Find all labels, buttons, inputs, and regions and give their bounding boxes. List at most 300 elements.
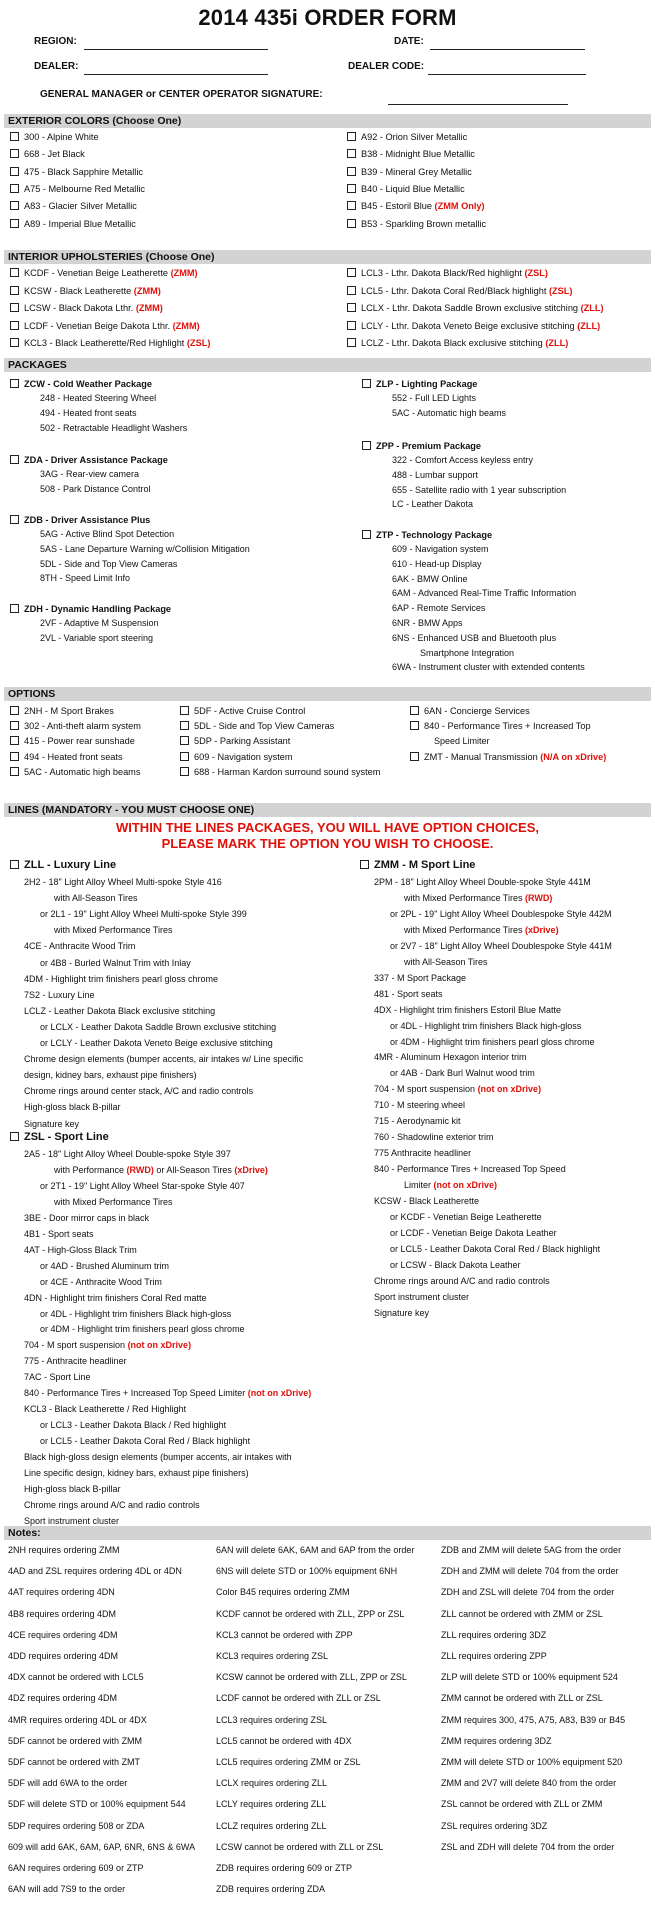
item-text: Limiter [404,1180,434,1191]
exterior-color-item[interactable] [347,131,467,143]
dealer-field[interactable] [84,74,268,75]
luxury-line-item [24,876,222,888]
note-item: LCL5 requires ordering ZMM or ZSL [216,1757,361,1767]
checkbox[interactable] [347,286,356,295]
note-item: ZDH and ZSL will delete 704 from the order [441,1587,615,1598]
m-sport-line-item [374,1131,494,1143]
checkbox[interactable] [10,515,19,524]
m-sport-line-item [374,988,443,1000]
option-label: 300 - Alpine White [24,132,99,142]
m-sport-line-item [374,1115,461,1127]
checkbox[interactable] [10,604,19,613]
exterior-color-item[interactable] [10,183,145,195]
package-item: 502 - Retractable Headlight Washers [40,422,188,433]
option-item[interactable] [10,735,135,747]
note-item: KCL3 cannot be ordered with ZPP [216,1629,353,1640]
checkbox[interactable] [10,1132,19,1141]
luxury-line-item [24,1085,253,1097]
note-item: 5DF will delete STD or 100% equipment 544 [8,1799,186,1810]
note-item: ZLL requires ordering ZPP [441,1651,547,1661]
package-item: 6AK - BMW Online [392,573,468,584]
option-label: 5DF - Active Cruise Control [194,706,306,716]
dealer-code-label: DEALER CODE: [348,61,425,72]
package-item: 610 - Head-up Display [392,558,482,569]
option-label: 2NH - M Sport Brakes [24,706,114,716]
checkbox[interactable] [347,184,356,193]
option-label: B45 - Estoril Blue [361,201,435,212]
item-text: High-gloss black B-pillar [24,1483,121,1494]
option-label: 5DL - Side and Top View Cameras [194,721,335,732]
note-item: ZDB and ZMM will delete 5AG from the order [441,1545,622,1555]
option-item[interactable] [180,705,305,717]
note-item: 4AD and ZSL requires ordering 4DL or 4DN [8,1566,182,1577]
option-item[interactable] [180,766,380,778]
exterior-color-item[interactable] [347,183,465,195]
sport-line-item [40,1308,231,1320]
lines-notice-2: PLEASE MARK THE OPTION YOU WISH TO CHOOSE. [161,836,494,851]
note-item: 6NS will delete STD or 100% equipment 6NH [216,1566,398,1577]
note-item: KCDF cannot be ordered with ZLL, ZPP or ZSL [216,1608,405,1619]
checkbox[interactable] [10,752,19,761]
item-text: 840 - Performance Tires + Increased Top Speed [374,1164,566,1175]
checkbox[interactable] [180,752,189,761]
luxury-line-item [24,1118,79,1130]
option-label: 475 - Black Sapphire Metallic [24,166,143,177]
package-item: 6AM - Advanced Real-Time Traffic Information [392,588,577,599]
note-item: ZSL requires ordering 3DZ [441,1820,548,1831]
option-restriction: (ZMM) [172,320,200,331]
interior-item[interactable] [347,267,548,279]
interior-item[interactable] [10,285,161,297]
item-text: 840 - Performance Tires + Increased Top Speed Limiter [24,1388,248,1399]
exterior-colors-header: EXTERIOR COLORS (Choose One) [4,114,651,128]
package-item: 494 - Heated front seats [40,407,137,418]
interior-item[interactable] [10,337,210,349]
luxury-line-item [54,924,173,936]
note-item: LCL3 requires ordering ZSL [216,1714,328,1725]
sport-line-item [24,1451,292,1463]
item-text: or 4CE - Anthracite Wood Trim [40,1276,162,1287]
option-label: 5AC - Automatic high beams [24,766,141,777]
item-text: with Performance [54,1164,127,1175]
interior-item[interactable] [10,302,163,314]
sport-line-item [24,1403,186,1415]
sport-line-item [24,1339,191,1351]
checkbox[interactable] [410,706,419,715]
item-text: 775 Anthracite headliner [374,1148,472,1159]
m-sport-line-item [390,908,611,920]
note-item: 5DF cannot be ordered with ZMM [8,1735,143,1746]
note-item: 6AN requires ordering 609 or ZTP [8,1863,144,1873]
note-item: ZDH and ZMM will delete 704 from the order [441,1566,619,1577]
option-item[interactable] [10,766,140,778]
m-sport-line-item [390,1243,600,1255]
checkbox[interactable] [410,721,419,730]
exterior-color-item[interactable] [10,218,136,230]
note-item: ZMM and 2V7 will delete 840 from the order [441,1778,617,1789]
sport-line-item [24,1292,207,1304]
option-item[interactable] [180,735,290,747]
note-item: 5DF cannot be ordered with ZMT [8,1757,141,1767]
sport-line-item [40,1435,250,1447]
package-item: LC - Leather Dakota [392,499,474,510]
item-text: 775 - Anthracite headliner [24,1356,127,1367]
note-item: 609 will add 6AK, 6AM, 6AP, 6NR, 6NS & 6WA [8,1841,196,1852]
luxury-line-item [40,1037,273,1049]
option-restriction: (ZMM Only) [434,201,485,212]
interior-item[interactable] [347,285,572,297]
checkbox[interactable] [180,721,189,730]
region-field[interactable] [84,49,268,50]
checkbox[interactable] [10,167,19,176]
option-restriction: (ZSL) [548,285,573,296]
package-checkbox[interactable] [10,454,168,466]
item-restriction: (RWD) [126,1164,154,1175]
option-label: LCLX - Lthr. Dakota Saddle Brown exclusive stitching [361,303,581,313]
luxury-line-item [24,1101,121,1113]
checkbox[interactable] [347,303,356,312]
checkbox[interactable] [10,338,19,347]
note-item: LCLY requires ordering ZLL [216,1799,327,1810]
m-sport-line-item [374,1051,527,1063]
note-item: LCDF cannot be ordered with ZLL or ZSL [216,1693,381,1704]
checkbox[interactable] [10,219,19,228]
checkbox[interactable] [347,219,356,228]
item-text: or All-Season Tires [153,1164,235,1175]
exterior-color-item[interactable] [10,148,85,160]
note-item: 2NH requires ordering ZMM [8,1545,120,1555]
checkbox[interactable] [10,455,19,464]
option-item[interactable] [410,705,530,717]
item-text: 4DX - Highlight trim finishers Estoril Blue Matte [374,1004,562,1015]
package-checkbox[interactable] [362,440,481,452]
note-item: 6AN will add 7S9 to the order [8,1884,126,1895]
item-text: Chrome rings around center stack, A/C and radio controls [24,1086,254,1097]
package-item: 5AS - Lane Departure Warning w/Collision Mitigation [40,543,250,554]
packages-header: PACKAGES [4,358,651,372]
option-label: ZMM - M Sport Line [374,859,476,871]
checkbox[interactable] [347,321,356,330]
luxury-line-item [54,892,138,904]
package-checkbox[interactable] [10,603,171,615]
item-restriction: (not on xDrive) [127,1340,192,1351]
checkbox[interactable] [10,303,19,312]
checkbox[interactable] [10,132,19,141]
item-text: Chrome design elements (bumper accents, air intakes w/ Line specific [24,1054,304,1065]
checkbox[interactable] [10,721,19,730]
note-item: 4DZ requires ordering 4DM [8,1693,118,1704]
package-item: 655 - Satellite radio with 1 year subscription [392,484,567,495]
options-header: OPTIONS [4,687,651,701]
package-checkbox[interactable] [362,378,477,390]
item-text: 481 - Sport seats [374,988,443,999]
option-label: B40 - Liquid Blue Metallic [361,183,465,194]
note-item: 4DD requires ordering 4DM [8,1651,119,1661]
item-text: with All-Season Tires [54,893,138,904]
item-text: with Mixed Performance Tires [54,925,173,936]
checkbox[interactable] [347,132,356,141]
package-item: 6NR - BMW Apps [392,618,463,628]
item-text: or 4DL - Highlight trim finishers Black high-gloss [390,1020,582,1031]
option-label: 5DP - Parking Assistant [194,736,291,747]
option-restriction: (ZMM) [135,303,163,313]
note-item: Color B45 requires ordering ZMM [216,1587,350,1598]
item-text: Signature key [374,1307,430,1318]
item-text: or 2V7 - 18" Light Alloy Wheel Doublespoke Style 441M [390,940,612,951]
note-item: 4CE requires ordering 4DM [8,1629,118,1640]
interior-item[interactable] [347,337,568,349]
m-sport-line-item [390,1259,521,1271]
note-item: 4AT requires ordering 4DN [8,1587,115,1598]
package-item: 2VF - Adaptive M Suspension [40,618,159,628]
date-label: DATE: [394,36,424,47]
signature-field[interactable] [388,104,568,105]
option-label: KCDF - Venetian Beige Leatherette [24,268,171,278]
interior-item[interactable] [347,302,604,314]
lines-header: LINES (MANDATORY - YOU MUST CHOOSE ONE) [4,803,651,817]
item-text: with All-Season Tires [404,956,488,967]
package-item: 6WA - Instrument cluster with extended contents [392,662,585,673]
region-label: REGION: [34,36,77,47]
m-sport-line-item [390,1036,595,1048]
checkbox[interactable] [347,167,356,176]
option-label: LCDF - Venetian Beige Dakota Lthr. [24,320,173,331]
luxury-line[interactable] [10,859,116,871]
luxury-line-item [40,1021,276,1033]
checkbox[interactable] [360,860,369,869]
m-sport-line-item [374,876,591,888]
luxury-line-item [24,973,218,985]
m-sport-line-item [374,1163,566,1175]
option-item[interactable] [180,751,293,763]
m-sport-line-item [390,940,612,952]
package-item: 609 - Navigation system [392,544,489,554]
note-item: ZDB requires ordering ZDA [216,1884,326,1895]
note-item: ZMM cannot be ordered with ZLL or ZSL [441,1693,603,1704]
luxury-line-item [24,1053,303,1065]
option-item[interactable] [410,720,591,732]
checkbox[interactable] [180,767,189,776]
checkbox[interactable] [10,184,19,193]
option-label: ZMT - Manual Transmission [424,751,541,762]
package-checkbox[interactable] [10,378,152,390]
interior-item[interactable] [347,320,600,332]
sport-line-item [24,1228,94,1240]
item-text: or LCSW - Black Dakota Leather [390,1259,521,1270]
option-item[interactable] [10,705,114,717]
item-text: KCSW - Black Leatherette [374,1196,480,1206]
item-text: 4AT - High-Gloss Black Trim [24,1244,137,1255]
note-item: KCL3 requires ordering ZSL [216,1651,329,1661]
exterior-color-item[interactable] [347,166,472,178]
item-restriction: (not on xDrive) [477,1084,542,1095]
option-label: 688 - Harman Kardon surround sound system [194,766,381,777]
note-item: ZDB requires ordering 609 or ZTP [216,1863,353,1873]
checkbox[interactable] [362,379,371,388]
date-field[interactable] [430,49,585,50]
package-item: Smartphone Integration [420,647,515,658]
option-label: 494 - Heated front seats [24,751,123,762]
option-label: ZDB - Driver Assistance Plus [24,515,151,525]
note-item: LCSW cannot be ordered with ZLL or ZSL [216,1841,384,1852]
note-item: LCLZ requires ordering ZLL [216,1820,327,1831]
package-item: 8TH - Speed Limit Info [40,573,131,584]
package-item: 5AG - Active Blind Spot Detection [40,529,175,539]
sport-line-item [40,1323,245,1335]
luxury-line-item [24,989,95,1001]
package-checkbox[interactable] [10,514,150,526]
m-sport-line-item [390,1067,535,1079]
item-text: or 4DL - Highlight trim finishers Black high-gloss [40,1308,232,1319]
note-item: ZLL cannot be ordered with ZMM or ZSL [441,1608,603,1619]
option-label: 840 - Performance Tires + Increased Top [424,721,591,732]
note-item: 4MR requires ordering 4DL or 4DX [8,1714,147,1725]
item-text: or LCL5 - Leather Dakota Coral Red / Black highlight [390,1243,601,1254]
sport-line-item [24,1483,121,1495]
sport-line-item [24,1244,137,1256]
checkbox[interactable] [10,268,19,277]
option-restriction: (ZSL) [186,338,211,348]
m-sport-line-item [374,972,466,984]
checkbox[interactable] [10,736,19,745]
option-item[interactable] [410,751,606,763]
exterior-color-item[interactable] [10,200,137,212]
option-label: LCLZ - Lthr. Dakota Black exclusive stitching [361,338,546,348]
option-label: LCL5 - Lthr. Dakota Coral Red/Black highlight [361,285,549,296]
checkbox[interactable] [10,767,19,776]
option-restriction: (ZLL) [580,303,604,313]
option-label: A75 - Melbourne Red Metallic [24,183,146,194]
item-text: 4CE - Anthracite Wood Trim [24,941,136,952]
option-item[interactable] [10,751,123,763]
option-label: KCL3 - Black Leatherette/Red Highlight [24,338,187,348]
option-restriction: (ZMM) [170,268,198,278]
package-item: 552 - Full LED Lights [392,393,477,403]
item-text: 2PM - 18" Light Alloy Wheel Double-spoke Style 441M [374,877,591,887]
option-label: ZDH - Dynamic Handling Package [24,604,172,614]
checkbox[interactable] [180,736,189,745]
option-label: A92 - Orion Silver Metallic [361,132,468,142]
m-sport-line-item [404,892,552,904]
note-item: ZMM requires ordering 3DZ [441,1735,552,1746]
note-item: 5DF will add 6WA to the order [8,1778,128,1789]
item-text: or 4AB - Dark Burl Walnut wood trim [390,1068,535,1079]
checkbox[interactable] [10,379,19,388]
sport-line-item [24,1371,91,1383]
item-text: 337 - M Sport Package [374,972,467,983]
item-text: 760 - Shadowline exterior trim [374,1132,494,1143]
checkbox[interactable] [10,321,19,330]
checkbox[interactable] [347,149,356,158]
dealer-code-field[interactable] [428,74,586,75]
luxury-line-item [24,1005,215,1017]
sport-line-item [24,1387,311,1399]
checkbox[interactable] [10,706,19,715]
item-text: 4MR - Aluminum Hexagon interior trim [374,1052,527,1063]
checkbox[interactable] [347,201,356,210]
option-restriction: (ZLL) [577,320,601,331]
option-item[interactable] [180,720,334,732]
checkbox[interactable] [362,441,371,450]
sport-line-item [40,1260,169,1272]
sport-line-item [24,1148,231,1160]
exterior-color-item[interactable] [347,200,485,212]
m-sport-line-item [404,1179,497,1191]
sport-line-item [24,1212,149,1224]
item-restriction: (xDrive) [525,924,559,935]
note-item: ZLP will delete STD or 100% equipment 524 [441,1672,618,1683]
sport-line-item [40,1276,162,1288]
luxury-line-item [24,1069,197,1081]
package-checkbox[interactable] [362,529,492,541]
m-sport-line-item [404,924,559,936]
checkbox[interactable] [347,268,356,277]
option-restriction: (ZMM) [133,285,161,296]
exterior-color-item[interactable] [347,218,486,230]
package-item: 6AP - Remote Services [392,603,486,614]
sport-line[interactable] [10,1131,109,1143]
option-label: ZPP - Premium Package [376,441,482,451]
package-item: 3AG - Rear-view camera [40,469,140,479]
item-text: 7AC - Sport Line [24,1372,91,1383]
item-text: or LCDF - Venetian Beige Dakota Leather [390,1227,557,1238]
checkbox[interactable] [10,149,19,158]
option-item-continuation: Speed Limiter [434,736,490,747]
item-text: Signature key [24,1118,80,1129]
note-item: LCL5 cannot be ordered with 4DX [216,1735,352,1746]
item-text: 715 - Aerodynamic kit [374,1116,461,1127]
note-item: ZMM will delete STD or 100% equipment 520 [441,1757,623,1767]
m-sport-line-item [374,1291,469,1303]
page-title: 2014 435i ORDER FORM [198,5,457,30]
checkbox[interactable] [410,752,419,761]
item-text: 4DN - Highlight trim finishers Coral Red matte [24,1292,207,1303]
item-text: or 4B8 - Burled Walnut Trim with Inlay [40,957,191,968]
luxury-line-item [40,957,191,969]
option-label: ZDA - Driver Assistance Package [24,455,168,465]
interior-item[interactable] [10,320,200,332]
option-label: 6AN - Concierge Services [424,706,530,716]
option-label: ZLP - Lighting Package [376,379,478,389]
sport-line-item [24,1499,200,1511]
note-item: KCSW cannot be ordered with ZLL, ZPP or ZSL [216,1672,407,1683]
item-text: 7S2 - Luxury Line [24,989,95,1000]
option-item[interactable] [10,720,141,732]
item-text: Sport instrument cluster [374,1291,470,1302]
exterior-color-item[interactable] [347,148,475,160]
exterior-color-item[interactable] [10,166,143,178]
dealer-label: DEALER: [34,61,79,72]
interior-item[interactable] [10,267,198,279]
item-text: or LCL3 - Leather Dakota Black / Red highlight [40,1420,227,1431]
checkbox[interactable] [347,338,356,347]
checkbox[interactable] [362,530,371,539]
checkbox[interactable] [10,201,19,210]
item-text: or LCLY - Leather Dakota Veneto Beige exclusive stitching [40,1038,273,1048]
option-label: 302 - Anti-theft alarm system [24,721,141,732]
m-sport-line[interactable] [360,859,475,871]
option-label: LCL3 - Lthr. Dakota Black/Red highlight [361,268,525,278]
item-text: or LCL5 - Leather Dakota Coral Red / Black highlight [40,1436,251,1447]
checkbox[interactable] [10,860,19,869]
item-text: or 2PL - 19" Light Alloy Wheel Doublespoke Style 442M [390,908,612,919]
item-text: 704 - M sport suspension [24,1340,128,1351]
exterior-color-item[interactable] [10,131,99,143]
checkbox[interactable] [180,706,189,715]
item-restriction: (RWD) [525,892,553,903]
option-label: B53 - Sparkling Brown metallic [361,218,487,229]
checkbox[interactable] [10,286,19,295]
